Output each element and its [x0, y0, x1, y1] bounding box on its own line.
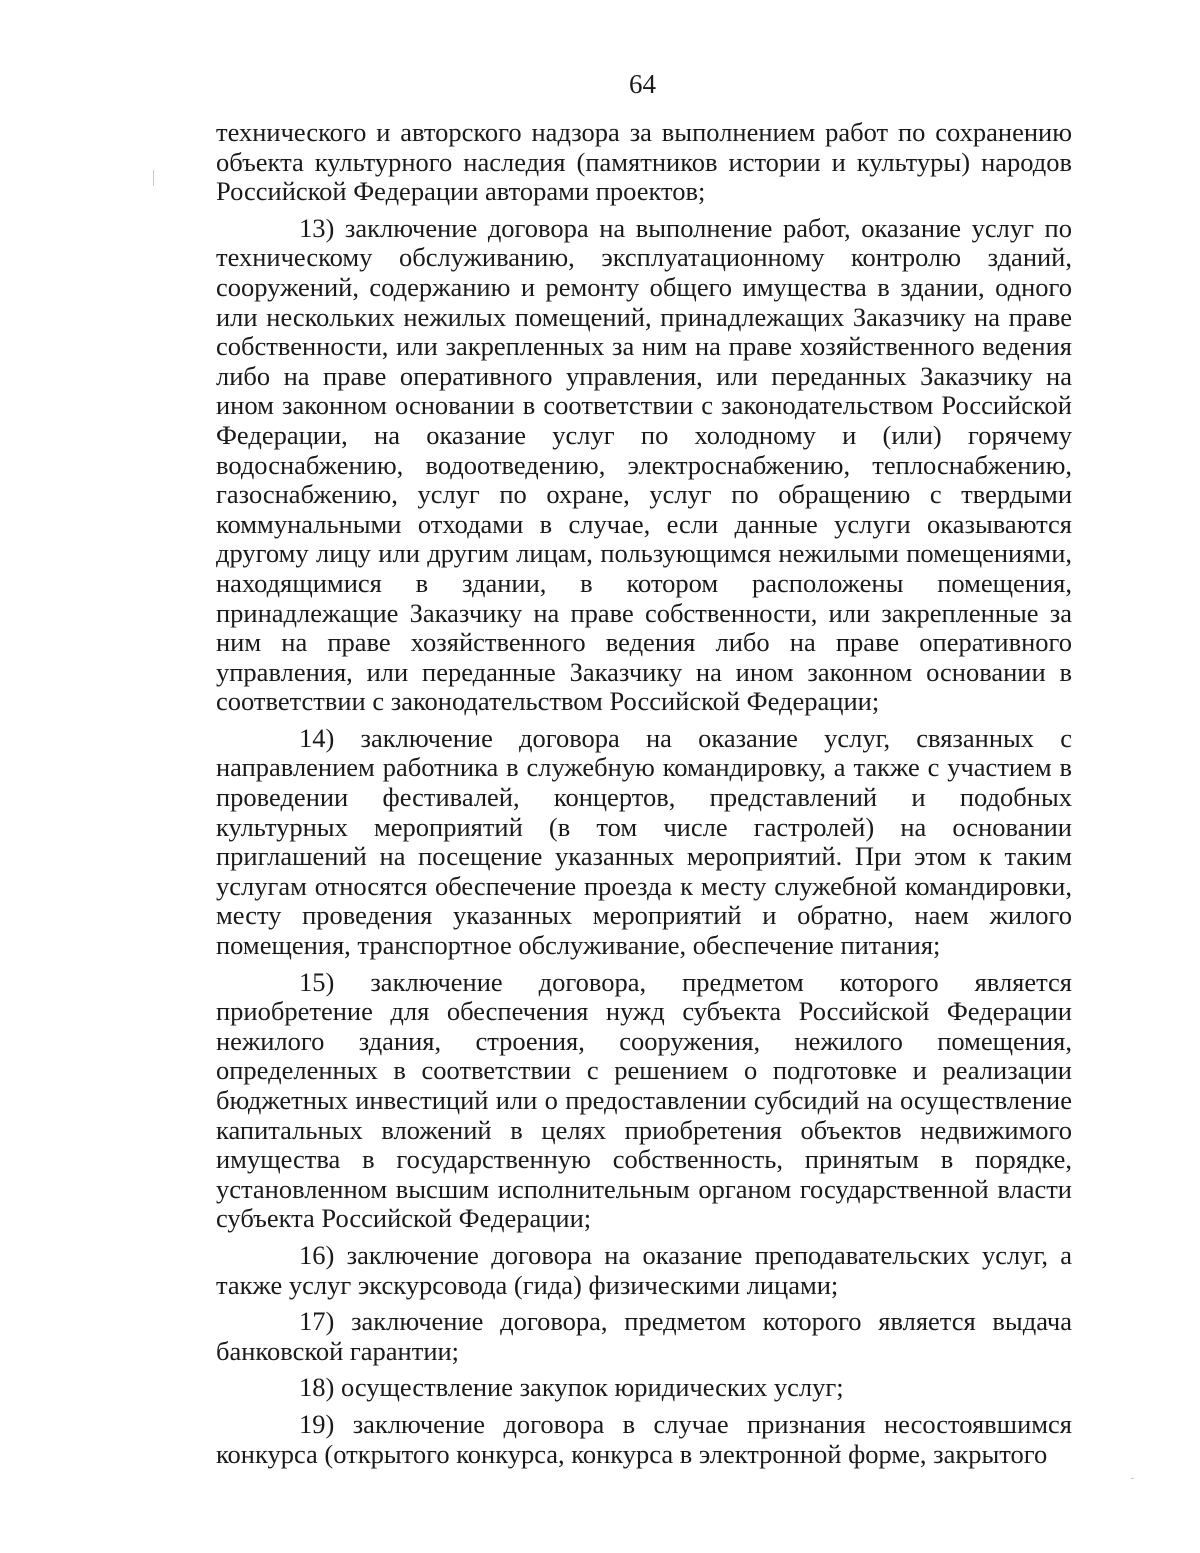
paragraph-item-18: 18) осуществление закупок юридических услуг; [299, 1372, 844, 1403]
paragraph-item-16: 16) заключение договора на оказание преподавательских услуг, а также услуг экскурсовода (гида) физическими лицами; [216, 1239, 1072, 1300]
paragraph-item-13: 13) заключение договора на выполнение работ, оказание услуг по техническому обслуживанию, эксплуатационному контролю зданий, сооружений, содержанию и ремонту общего имущества в здании, одного или нескольких нежилых помещений, принадлежащих Заказчику на праве собственности, или закрепленных за ним на праве хозяйственного ведения либо на праве оперативного управления, или переданных Заказчику на ином законном основании в соответствии с законодательством Российской Федерации, на оказание услуг по холодному и (или) горячему водоснабжению, водоотведению, электроснабжению, теплоснабжению, газоснабжению, услуг по охране, услуг по обращению с твердыми коммунальными отходами в случае, если данные услуги оказываются другому лицу или другим лицам, пользующимся нежилыми помещениями, находящимися в здании, в котором расположены помещения, принадлежащие Заказчику на праве собственности, или закрепленные за ним на праве хозяйственного ведения либо на праве оперативного управления, или переданные Заказчику на ином законном основании в соответствии с законодательством Российской Федерации; [216, 212, 1072, 717]
paragraph-item-17: 17) заключение договора, предметом которого является выдача банковской гарантии; [216, 1306, 1072, 1366]
paragraph-item-15: 15) заключение договора, предметом которого является приобретение для обеспечения нужд субъекта Российской Федерации нежилого здания, строения, сооружения, нежилого помещения, определенных в соответствии с решением о подготовке и реализации бюджетных инвестиций или о предоставлении субсидий на осуществление капитальных вложений в целях приобретения объектов недвижимого имущества в государственную собственность, принятым в порядке, установленном высшим исполнительным органом государственной власти субъекта Российской Федерации; [216, 966, 1072, 1234]
scan-artifact-right [1131, 1478, 1134, 1479]
document-body [216, 118, 1072, 1469]
page-number: 64 [629, 69, 656, 99]
paragraph-item-19: 19) заключение договора в случае признания несостоявшимся конкурса (открытого конкурса, конкурса в электронной форме, закрытого [216, 1408, 1072, 1469]
scan-artifact-left [153, 170, 154, 186]
paragraph-item-14: 14) заключение договора на оказание услуг, связанных с направлением работника в служебную командировку, а также с участием в проведении фестивалей, концертов, представлений и подобных культурных мероприятий (в том числе гастролей) на основании приглашений на посещение указанных мероприятий. При этом к таким услугам относятся обеспечение проезда к месту служебной командировки, месту проведения указанных мероприятий и обратно, наем жилого помещения, транспортное обслуживание, обеспечение питания; [216, 722, 1072, 961]
paragraph-continuation: технического и авторского надзора за выполнением работ по сохранению объекта культурного наследия (памятников истории и культуры) народов Российской Федерации авторами проектов; [216, 117, 1072, 207]
